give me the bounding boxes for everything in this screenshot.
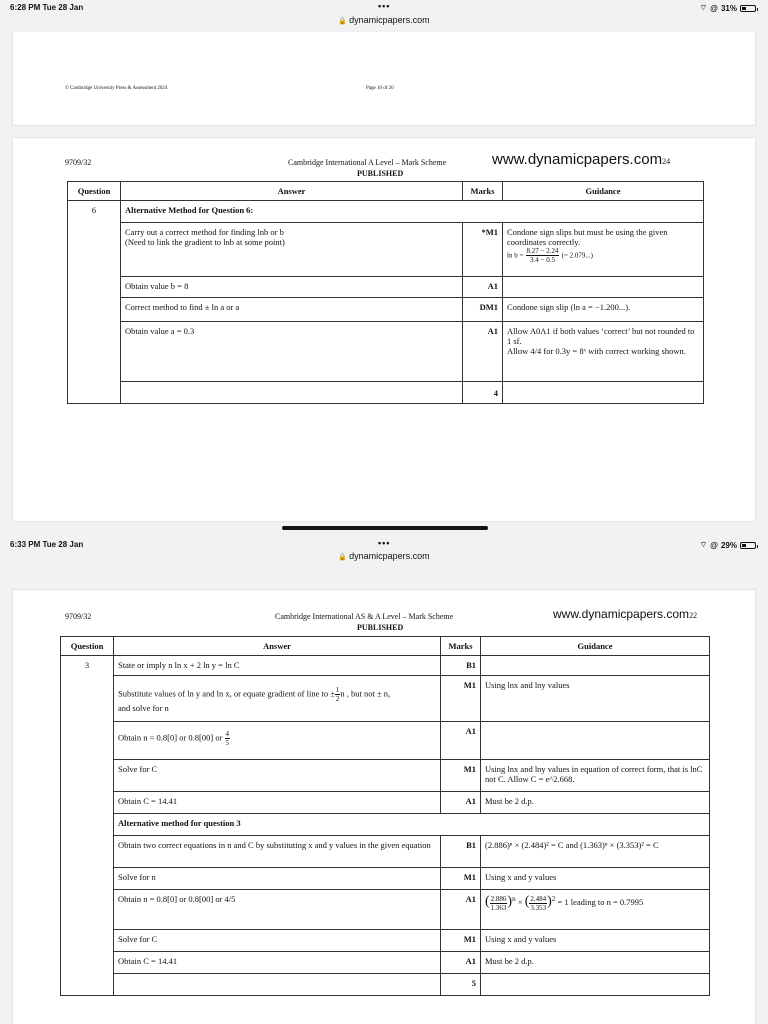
guidance-cell: ( $\frac{2.886}{1.363}$ )$^n$ × ( $\frac{2.484}{3.353}$ )$^2$ = 1 leading to n = 0.7995: [481, 890, 710, 930]
more-dots-icon[interactable]: •••: [378, 1, 391, 11]
answer-cell: Solve for n: [114, 868, 441, 890]
guidance-cell: Must be 2 d.p.: [481, 952, 710, 974]
header-guidance: Guidance: [481, 637, 710, 656]
table-row: [61, 656, 710, 676]
answer-cell: Solve for C: [114, 930, 441, 952]
guidance-cell: Using x and y values: [481, 930, 710, 952]
url-bar-2[interactable]: [0, 551, 768, 561]
header-question: Question: [68, 182, 121, 201]
guidance-cell: Condone sign slip (ln a = −1.200...).: [503, 298, 704, 322]
guidance-cell: [503, 277, 704, 298]
table-row: [61, 676, 710, 722]
battery-percent: 31%: [720, 3, 737, 13]
header-marks: Marks: [463, 182, 503, 201]
table-row: [61, 836, 710, 868]
watermark: www.dynamicpapers.com22: [553, 607, 698, 621]
header-guidance: Guidance: [503, 182, 704, 201]
total-marks: 5: [441, 974, 481, 996]
watermark: www.dynamicpapers.com24: [492, 151, 671, 168]
status-bar-1: [0, 0, 768, 14]
mark-cell: A1: [463, 322, 503, 382]
mark-cell: A1: [441, 722, 481, 760]
table-row: [61, 792, 710, 814]
copyright-text: © Cambridge University Press & Assessment 2024: [65, 86, 168, 91]
page-number: Page 10 of 20: [366, 86, 394, 91]
mark-cell: B1: [441, 836, 481, 868]
answer-cell: Obtain C = 14.41: [114, 792, 441, 814]
guidance-cell-empty: [481, 974, 710, 996]
wifi-icon: ⌔: [699, 3, 708, 12]
lock-icon: 🔒: [338, 554, 348, 561]
answer-cell: Solve for C: [114, 760, 441, 792]
answer-cell-empty: [121, 382, 463, 404]
answer-cell: Obtain C = 14.41: [114, 952, 441, 974]
answer-cell: State or imply n ln x + 2 ln y = ln C: [114, 656, 441, 676]
published-label: PUBLISHED: [357, 169, 404, 178]
guidance-cell: Condone sign slips but must be using the given coordinates correctly. ln b = $\frac{8.27 - 2.24}{3.4 - 0.5}$ (= 2.079...): [503, 223, 704, 277]
guidance-cell: (2.886)ⁿ × (2.484)² = C and (1.363)ⁿ × (3.353)² = C: [481, 836, 710, 868]
question-number: 3: [61, 656, 114, 996]
mark-cell: A1: [441, 792, 481, 814]
lock-icon: 🔒: [338, 18, 348, 25]
status-time: 6:33 PM Tue 28 Jan: [10, 540, 84, 549]
paper-title: Cambridge International AS & A Level – Mark Scheme: [275, 612, 454, 621]
mark-cell: B1: [441, 656, 481, 676]
guidance-cell: Must be 2 d.p.: [481, 792, 710, 814]
table-row: [68, 322, 704, 382]
header-marks: Marks: [441, 637, 481, 656]
table-total-row: [68, 382, 704, 404]
table-row: [68, 201, 704, 223]
published-label: PUBLISHED: [357, 623, 404, 632]
url-bar-1[interactable]: [0, 15, 768, 25]
guidance-cell: [481, 722, 710, 760]
paper-title: Cambridge International A Level – Mark Scheme: [288, 158, 447, 167]
battery-icon: [740, 542, 756, 549]
answer-cell-empty: [114, 974, 441, 996]
question-number: 6: [68, 201, 121, 404]
paper-code: 9709/32: [65, 158, 92, 167]
paper-code: 9709/32: [65, 612, 92, 621]
mark-cell: M1: [441, 930, 481, 952]
battery-percent: 29%: [720, 540, 737, 550]
table-row: [61, 722, 710, 760]
table-row: [61, 930, 710, 952]
status-time: 6:28 PM Tue 28 Jan: [10, 3, 84, 12]
answer-cell: Obtain value a = 0.3: [121, 322, 463, 382]
guidance-cell: Using lnx and lny values in equation of correct form, that is lnC not C. Allow C = e^2.668.: [481, 760, 710, 792]
mark-scheme-page-1: [12, 137, 756, 522]
table-row: [61, 814, 710, 836]
mark-cell: *M1: [463, 223, 503, 277]
url-text: dynamicpapers.com: [349, 551, 430, 561]
status-right: [700, 3, 756, 13]
answer-cell: Obtain two correct equations in n and C by substituting x and y values in the given equation: [114, 836, 441, 868]
total-marks: 4: [463, 382, 503, 404]
guidance-cell: Using lnx and lny values: [481, 676, 710, 722]
answer-cell: Substitute values of ln y and ln x, or equate gradient of line to ± $\frac{1}{2}$ n , but not ± n, and solve for n: [114, 676, 441, 722]
status-bar-2: [0, 537, 768, 551]
answer-cell: Obtain n = 0.8[0] or 0.8[00] or $\frac{4}{5}$: [114, 722, 441, 760]
table-total-row: [61, 974, 710, 996]
mark-scheme-table-1: [67, 181, 704, 404]
battery-icon: [740, 5, 756, 12]
answer-cell: Obtain n = 0.8[0] or 0.8[00] or 4/5: [114, 890, 441, 930]
mark-cell: A1: [441, 890, 481, 930]
table-row: [68, 298, 704, 322]
mark-cell: A1: [441, 952, 481, 974]
orientation-lock-icon: @: [710, 3, 718, 13]
table-header-row: [61, 637, 710, 656]
url-text: dynamicpapers.com: [349, 15, 430, 25]
table-row: [61, 868, 710, 890]
table-row: [61, 890, 710, 930]
table-row: [68, 223, 704, 277]
table-row: [61, 760, 710, 792]
mark-cell: A1: [463, 277, 503, 298]
guidance-cell-empty: [503, 382, 704, 404]
mark-cell: M1: [441, 868, 481, 890]
answer-cell: Correct method to find ± ln a or a: [121, 298, 463, 322]
more-dots-icon[interactable]: •••: [378, 538, 391, 548]
answer-cell: Obtain value b = 8: [121, 277, 463, 298]
wifi-icon: ⌔: [699, 540, 708, 549]
guidance-cell: [481, 656, 710, 676]
guidance-cell: Using x and y values: [481, 868, 710, 890]
mark-cell: M1: [441, 676, 481, 722]
mark-cell: M1: [441, 760, 481, 792]
table-row: [68, 277, 704, 298]
orientation-lock-icon: @: [710, 540, 718, 550]
answer-cell: Carry out a correct method for finding lnb or b (Need to link the gradient to lnb at some point): [121, 223, 463, 277]
header-question: Question: [61, 637, 114, 656]
table-row: [61, 952, 710, 974]
header-answer: Answer: [121, 182, 463, 201]
guidance-cell: Allow A0A1 if both values ‘correct’ but not rounded to 1 sf. Allow 4/4 for 0.3y = 8ˣ with correct working shown.: [503, 322, 704, 382]
section-title: Alternative method for question 3: [114, 814, 710, 836]
mark-scheme-table-2: [60, 636, 710, 996]
mark-cell: DM1: [463, 298, 503, 322]
mark-scheme-page-2: [12, 589, 756, 1024]
header-answer: Answer: [114, 637, 441, 656]
home-indicator[interactable]: [282, 526, 488, 530]
table-header-row: [68, 182, 704, 201]
previous-page: [12, 32, 756, 126]
status-right: [700, 540, 756, 550]
section-title: Alternative Method for Question 6:: [121, 201, 704, 223]
